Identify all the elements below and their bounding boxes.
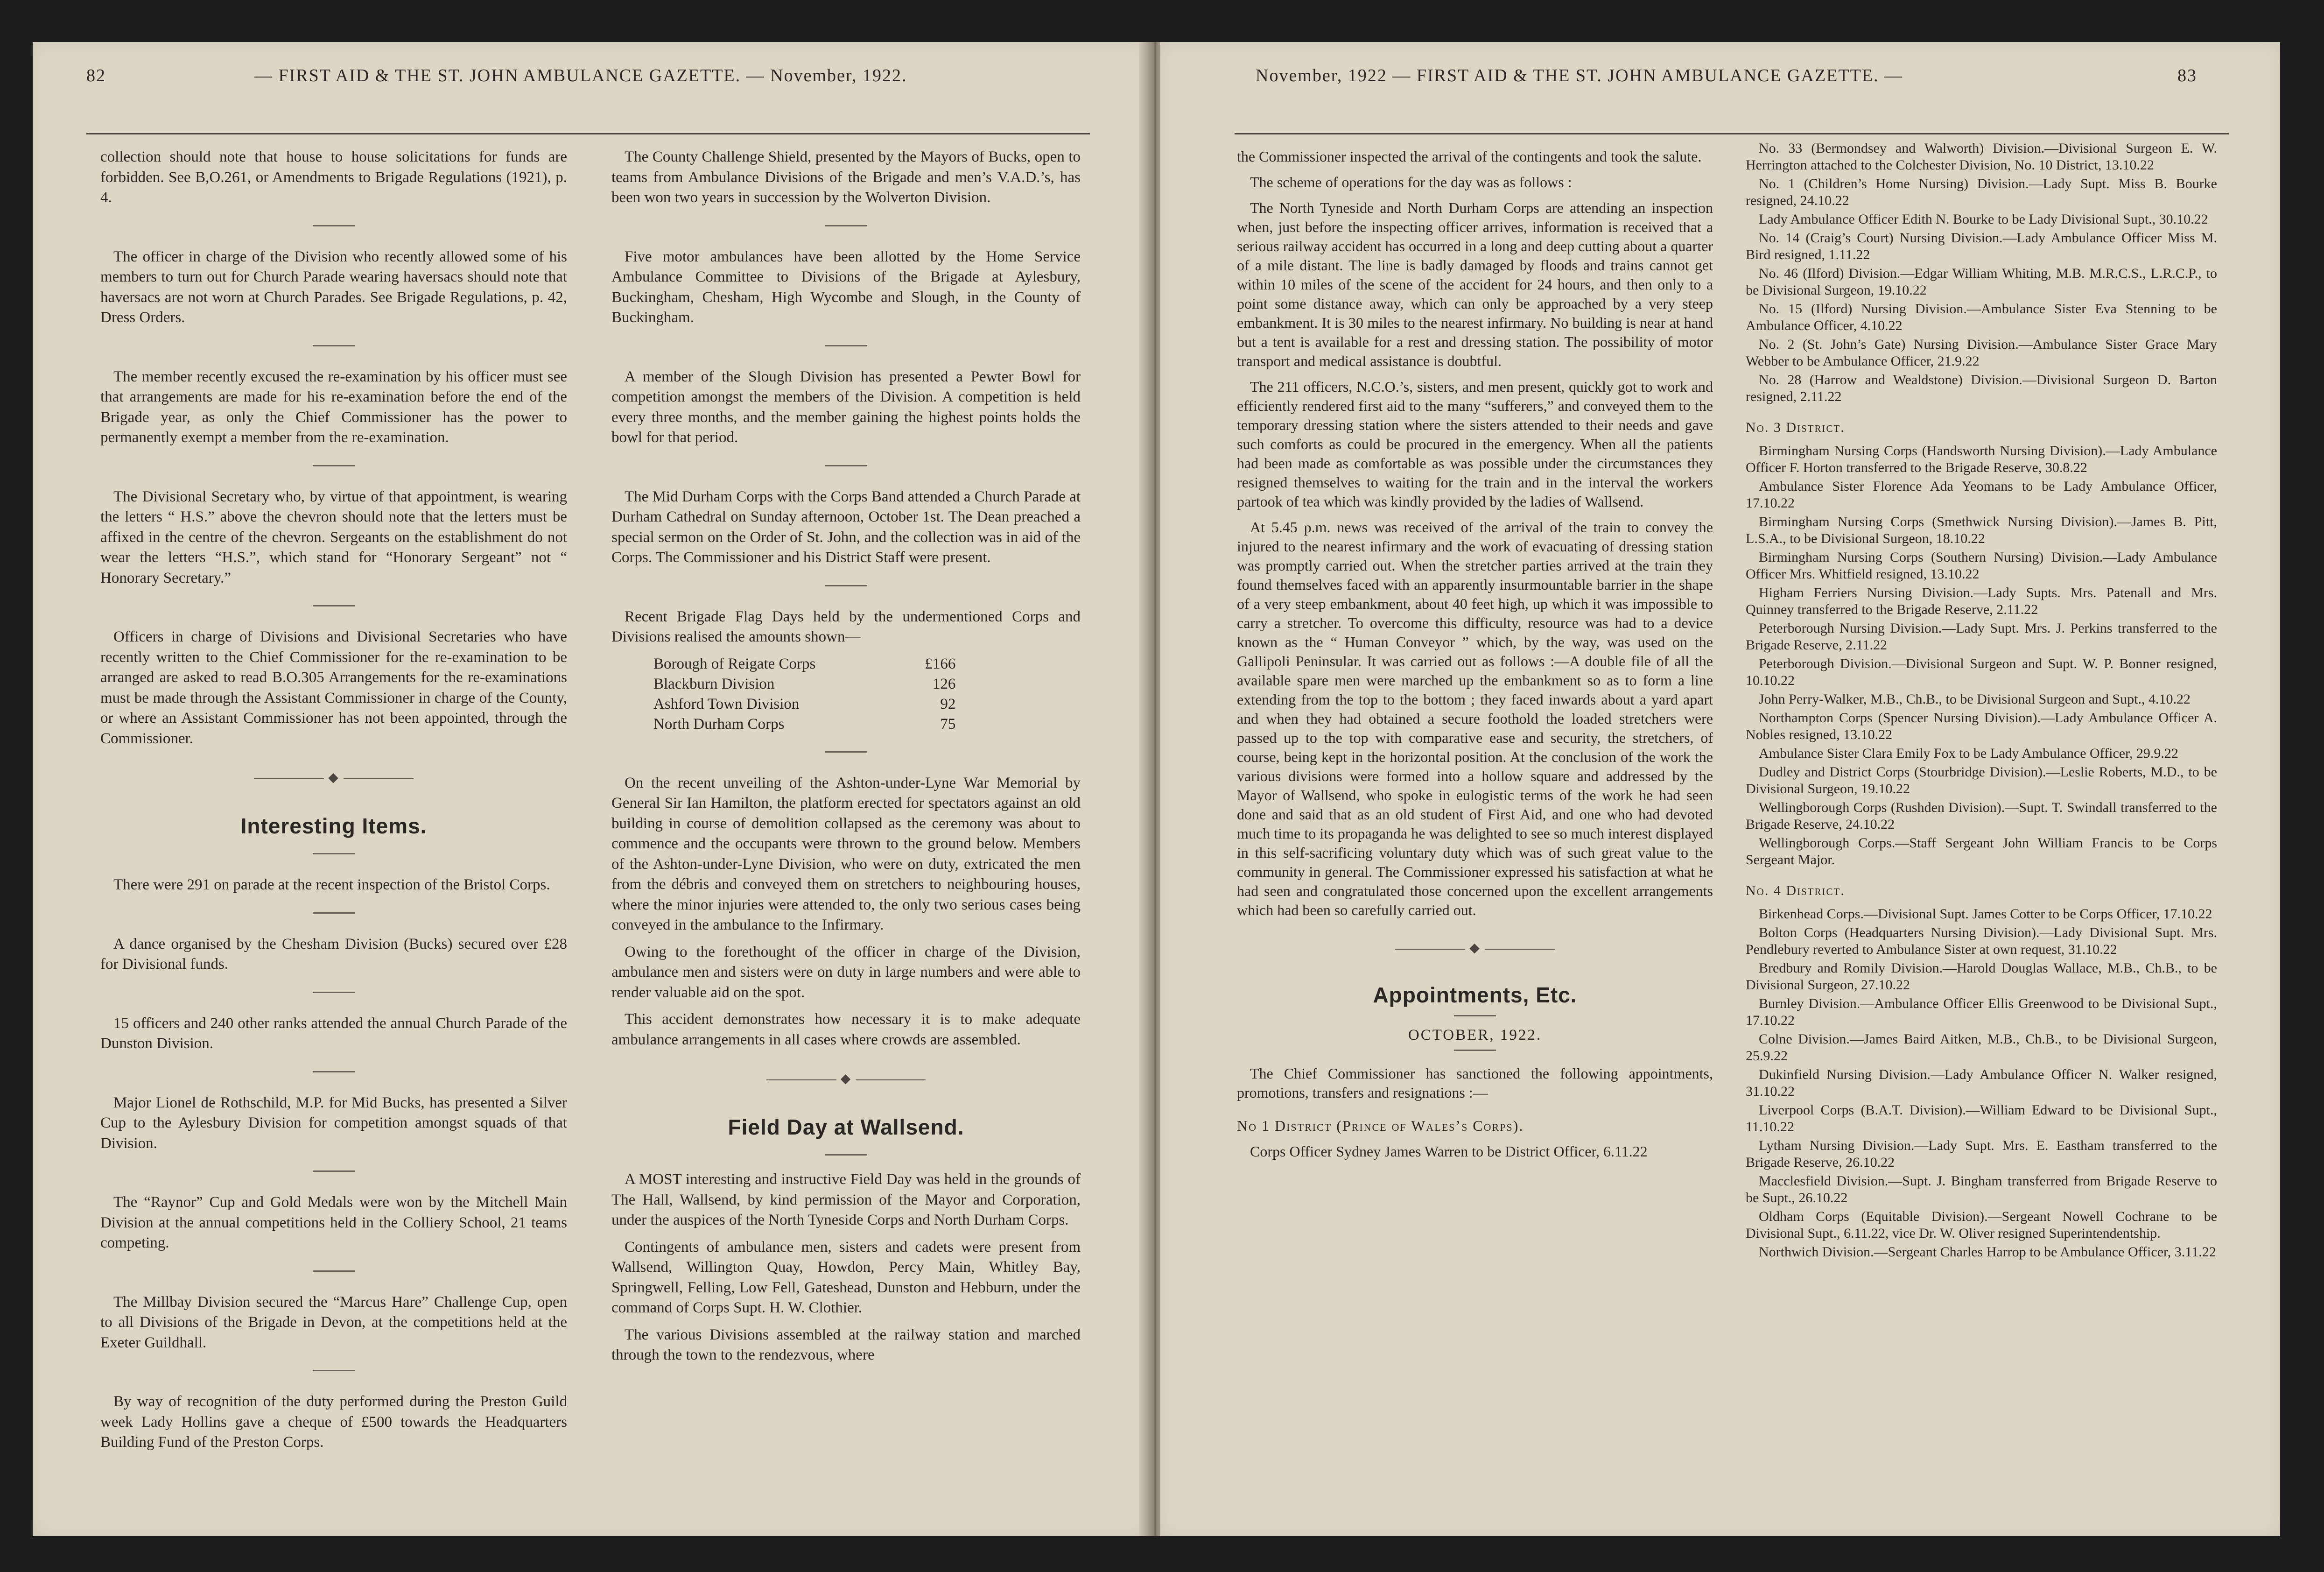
divider — [313, 605, 355, 606]
corps-name: Blackburn Division — [653, 675, 775, 692]
item: The Millbay Division secured the “Marcus Hare” Challenge Cup, open to all Divisions of the Brigade in Devon, at the competitions held at the Exeter Guildhall. — [100, 1293, 567, 1351]
divider — [825, 225, 867, 226]
amount: 126 — [932, 675, 956, 692]
left-column-2 — [611, 147, 1081, 1372]
paragraph: The officer in charge of the Division who recently allowed some of his members to turn out for Church Parade wearing haversacs should note that haversacs are not worn at Church Parades. See Brigade Regulations, p. 42, Dress Orders. — [100, 248, 567, 326]
left-running-head: — FIRST AID & THE ST. JOHN AMBULANCE GAZETTE. — November, 1922. — [254, 66, 907, 85]
list-item: Birmingham Nursing Corps (Southern Nursing) Division.—Lady Ambulance Officer Mrs. Whitfield resigned, 13.10.22 — [1746, 550, 2217, 582]
divider — [313, 345, 355, 346]
table-row — [653, 654, 955, 674]
ornamental-divider: ◆ — [100, 768, 567, 788]
item: The “Raynor” Cup and Gold Medals were won by the Mitchell Main Division at the annual competitions held in the Colliery School, 21 teams competing. — [100, 1194, 567, 1251]
left-column-1 — [100, 147, 567, 1459]
paragraph: A member of the Slough Division has presented a Pewter Bowl for competition amongst the members of the Division. A competition is held every three months, and the member gaining the highest points holds the bowl for that period. — [611, 368, 1081, 446]
table-row — [653, 694, 955, 714]
amount: 75 — [940, 715, 956, 733]
list-item: Lady Ambulance Officer Edith N. Bourke to be Lady Divisional Supt., 30.10.22 — [1759, 211, 2208, 227]
list-item: Oldham Corps (Equitable Division).—Sergeant Nowell Cochrane to be Divisional Supt., 6.11.22, vice Dr. W. Oliver resigned Superintendentship. — [1746, 1209, 2217, 1241]
table-row — [653, 674, 955, 694]
paragraph: The Divisional Secretary who, by virtue of that appointment, is wearing the letters “ H.S.” above the chevron should note that the letters must be affixed in the centre of the chevron. Sergeants on the establishment do not wear the letters “H.S.”, which stand for “Honorary Sergeant” not “ Honorary Secretary.” — [100, 488, 567, 586]
list-item: Ambulance Sister Clara Emily Fox to be Lady Ambulance Officer, 29.9.22 — [1759, 746, 2178, 761]
right-page-number: 83 — [2177, 66, 2197, 85]
divider — [313, 1270, 355, 1272]
list-item: Ambulance Sister Florence Ada Yeomans to be Lady Ambulance Officer, 17.10.22 — [1746, 479, 2217, 511]
item: By way of recognition of the duty performed during the Preston Guild week Lady Hollins gave a cheque of £500 towards the Headquarters Building Fund of the Preston Corps. — [100, 1393, 567, 1451]
item: Major Lionel de Rothschild, M.P. for Mid Bucks, has presented a Silver Cup to the Aylesbury Division for competition amongst squads of that Division. — [100, 1094, 567, 1152]
list-item: No. 14 (Craig’s Court) Nursing Division.—Lady Ambulance Officer Miss M. Bird resigned, 1.11.22 — [1746, 230, 2217, 262]
paragraph: At 5.45 p.m. news was received of the arrival of the train to convey the injured to the nearest infirmary and the work of evacuating of dressing station was promptly carried out. When the stretcher parties arrived at the train they found themselves faced with an apparently insurmountable barrier in the shape of a very steep embankment, about 40 feet high, up which it was impossible to carry a stretcher. To overcome this difficulty, resource was had to a device known as the “ Human Conveyor ” which, by the way, was used on the Gallipoli Peninsular. It was carried out as follows :—A double file of all the available spare men were marched up the embankment so as to form a line extending from the top to the bottom ; they faced inwards about a yard apart and when they had obtained a secure foothold the loaded stretchers were passed up to the top with comparative ease and security, the stretchers, of course, being kept in the horizontal position. At the conclusion of the work the various divisions were formed into a hollow square and addressed by the Mayor of Wallsend, who spoke in eulogistic terms of the work he had seen done and said that as an old student of First Aid, and one who had devoted much time to its propaganda he was delighted to see so much interest displayed in this self-sacrificing voluntary duty which was of such great value to the community in general. The Commissioner expressed his satisfaction at what he had seen and congratulated those concerned upon the excellent arrangements which had been so carefully carried out. — [1237, 519, 1713, 918]
flag-days-table — [653, 654, 955, 734]
item: A dance organised by the Chesham Division (Bucks) secured over £28 for Divisional funds. — [100, 935, 567, 973]
section-heading: Appointments, Etc. — [1373, 983, 1577, 1007]
amount: 92 — [940, 695, 956, 712]
list-item: Bredbury and Romily Division.—Harold Douglas Wallace, M.B., Ch.B., to be Divisional Surgeon, 27.10.22 — [1746, 960, 2217, 993]
left-header-rule — [86, 133, 1090, 134]
table-row — [653, 714, 955, 734]
district-heading: No. 3 District. — [1746, 420, 1845, 435]
paragraph: Officers in charge of Divisions and Divisional Secretaries who have recently written to the Chief Commissioner for the re-examination to be arranged are asked to read B.O.305 Arrangements for the re-examinations must be made through the Assistant Commissioner in charge of the County, or where an Assistant Commissioner has not been appointed, through the Commissioner. — [100, 628, 567, 747]
paragraph: The Chief Commissioner has sanctioned the following appointments, promotions, transfers and resignations :— — [1237, 1065, 1713, 1101]
section-heading: Field Day at Wallsend. — [728, 1114, 964, 1139]
list-item: Dudley and District Corps (Stourbridge Division).—Leslie Roberts, M.D., to be Divisional Surgeon, 19.10.22 — [1746, 764, 2217, 797]
paragraph: Contingents of ambulance men, sisters and cadets were present from Wallsend, Willington Quay, Howdon, Percy Main, Whitley Bay, Springwell, Felling, Low Fell, Gateshead, Dunston and Hebburn, under the command of Corps Supt. H. W. Clothier. — [611, 1238, 1081, 1316]
list-item: Higham Ferriers Nursing Division.—Lady Supts. Mrs. Patenall and Mrs. Quinney transferred to the Brigade Reserve, 2.11.22 — [1746, 585, 2217, 617]
list-item: No. 28 (Harrow and Wealdstone) Division.—Divisional Surgeon D. Barton resigned, 2.11.22 — [1746, 372, 2217, 404]
paragraph: collection should note that house to house solicitations for funds are forbidden. See B,O.261, or Amendments to Brigade Regulations (1921), p. 4. — [100, 148, 567, 206]
paragraph: The scheme of operations for the day was as follows : — [1250, 174, 1572, 190]
paragraph: A MOST interesting and instructive Field Day was held in the grounds of The Hall, Wallsend, by kind permission of the Mayor and Corporation, under the auspices of the North Tyneside Corps and North Durham Corps. — [611, 1171, 1081, 1228]
list-item: Lytham Nursing Division.—Lady Supt. Mrs. E. Eastham transferred to the Brigade Reserve, 26.10.22 — [1746, 1138, 2217, 1170]
district-heading: No 1 District (Prince of Wales’s Corps). — [1237, 1117, 1524, 1134]
right-column-2 — [1746, 140, 2217, 1262]
section-heading: Interesting Items. — [240, 813, 427, 838]
divider — [825, 585, 867, 586]
divider — [825, 345, 867, 346]
item: 15 officers and 240 other ranks attended the annual Church Parade of the Dunston Division. — [100, 1015, 567, 1052]
list-item: Northampton Corps (Spencer Nursing Division).—Lady Ambulance Officer A. Nobles resigned, 13.10.22 — [1746, 710, 2217, 742]
list-item: Northwich Division.—Sergeant Charles Harrop to be Ambulance Officer, 3.11.22 — [1759, 1244, 2216, 1260]
corps-name: Borough of Reigate Corps — [653, 655, 816, 672]
paragraph: The 211 officers, N.C.O.’s, sisters, and men present, quickly got to work and efficiently rendered first aid to the many “sufferers,” and conveyed them to the temporary dressing station where the sisters attended to their needs and gave such comforts as could be procured in the emergency. When all the patients had been made as comfortable as was possible under the circumstances they resigned themselves to waiting for the train and in the interval the workers partook of tea which was kindly provided by the ladies of Wallsend. — [1237, 378, 1713, 510]
district-heading: No. 4 District. — [1746, 883, 1845, 898]
right-header-rule — [1235, 133, 2229, 134]
right-column-1 — [1237, 147, 1713, 1168]
divider — [313, 853, 355, 854]
paragraph: The member recently excused the re-examination by his officer must see that arrangements are made for his re-examination before the end of the Brigade year, as only the Chief Commissioner has the power to permanently exempt a member from the re-examination. — [100, 368, 567, 446]
list-item: Bolton Corps (Headquarters Nursing Division).—Lady Divisional Supt. Mrs. Pendlebury reverted to Ambulance Sister at own request, 31.10.22 — [1746, 925, 2217, 957]
paragraph: Five motor ambulances have been allotted by the Home Service Ambulance Committee to Divisions of the Brigade at Aylesbury, Buckingham, Chesham, High Wycombe and Slough, in the County of Buckingham. — [611, 248, 1081, 326]
month-subheading: OCTOBER, 1922. — [1408, 1027, 1542, 1043]
divider — [1454, 1015, 1496, 1016]
ornamental-divider: ◆ — [611, 1069, 1081, 1089]
amount: £166 — [925, 655, 956, 672]
list-item: Macclesfield Division.—Supt. J. Bingham transferred from Brigade Reserve to be Supt., 26.10.22 — [1746, 1173, 2217, 1205]
divider — [825, 751, 867, 753]
paragraph: The North Tyneside and North Durham Corps are attending an inspection when, just before the inspecting officer arrives, information is received that a serious railway accident has occurred in a long and deep cutting about a quarter of a mile distant. The line is badly damaged by floods and trains cannot get within 10 miles of the scene of the accident for 24 hours, and then only to a point some distance away, which can only be approached by a very steep embankment. It is 30 miles to the nearest infirmary. No building is near at hand but a tent is available for a rest and dressing station. The possibility of motor transport and medical assistance is doubtful. — [1237, 199, 1713, 369]
list-item: Dukinfield Nursing Division.—Lady Ambulance Officer N. Walker resigned, 31.10.22 — [1746, 1067, 2217, 1099]
list-item: Birmingham Nursing Corps (Smethwick Nursing Division).—James B. Pitt, L.S.A., to be Divisional Surgeon, 18.10.22 — [1746, 514, 2217, 546]
paragraph: Owing to the forethought of the officer in charge of the Division, ambulance men and sisters were on duty in large numbers and were able to render valuable aid on the spot. — [611, 943, 1081, 1001]
corps-name: Ashford Town Division — [653, 695, 800, 712]
item: There were 291 on parade at the recent inspection of the Bristol Corps. — [113, 876, 550, 893]
list-item: No. 2 (St. John’s Gate) Nursing Division.—Ambulance Sister Grace Mary Webber to be Ambulance Officer, 21.9.22 — [1746, 337, 2217, 369]
paragraph: the Commissioner inspected the arrival of the contingents and took the salute. — [1237, 148, 1702, 165]
paragraph: The Mid Durham Corps with the Corps Band attended a Church Parade at Durham Cathedral on Sunday afternoon, October 1st. The Dean preached a special sermon on the Order of St. John, and the collection was in aid of the Corps. The Commissioner and his District Staff were present. — [611, 488, 1081, 566]
right-running-head: November, 1922 — FIRST AID & THE ST. JOHN AMBULANCE GAZETTE. — — [1256, 66, 1903, 85]
list-item: Wellingborough Corps.—Staff Sergeant John William Francis to be Corps Sergeant Major. — [1746, 835, 2217, 867]
divider — [313, 992, 355, 993]
list-item: Peterborough Division.—Divisional Surgeon and Supt. W. P. Bonner resigned, 10.10.22 — [1746, 656, 2217, 688]
divider — [825, 465, 867, 466]
left-page-number: 82 — [86, 66, 106, 85]
list-item: No. 15 (Ilford) Nursing Division.—Ambulance Sister Eva Stenning to be Ambulance Officer, 4.10.22 — [1746, 301, 2217, 333]
paragraph: The various Divisions assembled at the railway station and marched through the town to the rendezvous, where — [611, 1326, 1081, 1363]
list-item: Colne Division.—James Baird Aitken, M.B., Ch.B., to be Divisional Surgeon, 25.9.22 — [1746, 1031, 2217, 1064]
ornamental-divider: ◆ — [1237, 938, 1713, 958]
list-item: Burnley Division.—Ambulance Officer Ellis Greenwood to be Divisional Supt., 17.10.22 — [1746, 996, 2217, 1028]
paragraph: This accident demonstrates how necessary it is to make adequate ambulance arrangements in all cases where crowds are assembled. — [611, 1011, 1081, 1048]
divider — [313, 1071, 355, 1072]
list-item: No. 33 (Bermondsey and Walworth) Division.—Divisional Surgeon E. W. Herrington attached to the Colchester Division, No. 10 District, 13.10.22 — [1746, 141, 2217, 173]
list-item: Liverpool Corps (B.A.T. Division).—William Edward to be Divisional Supt., 11.10.22 — [1746, 1102, 2217, 1135]
list-item: Birkenhead Corps.—Divisional Supt. James Cotter to be Corps Officer, 17.10.22 — [1759, 906, 2212, 922]
divider — [313, 1370, 355, 1371]
list-item: No. 1 (Children’s Home Nursing) Division.—Lady Supt. Miss B. Bourke resigned, 24.10.22 — [1746, 176, 2217, 208]
list-item: Wellingborough Corps (Rushden Division).—Supt. T. Swindall transferred to the Brigade Reserve, 24.10.22 — [1746, 800, 2217, 832]
divider — [1454, 1050, 1496, 1051]
divider — [313, 225, 355, 226]
list-item: Peterborough Nursing Division.—Lady Supt. Mrs. J. Perkins transferred to the Brigade Reserve, 2.11.22 — [1746, 620, 2217, 653]
list-item: Birmingham Nursing Corps (Handsworth Nursing Division).—Lady Ambulance Officer F. Horton transferred to the Brigade Reserve, 30.8.22 — [1746, 443, 2217, 475]
paragraph: On the recent unveiling of the Ashton-under-Lyne War Memorial by General Sir Ian Hamilton, the platform erected for spectators against an old building in course of demolition collapsed as the ceremony was about to commence and the occupants were thrown to the ground below. Members of the Ashton-under-Lyne Division, who were on duty, extricated the men from the débris and conveyed them on stretchers to neighbouring houses, where the minor injuries were attended to, the only two serious cases being conveyed in the ambulance to the Infirmary. — [611, 774, 1081, 933]
list-item: No. 46 (Ilford) Division.—Edgar William Whiting, M.B. M.R.C.S., L.R.C.P., to be Divisional Surgeon, 19.10.22 — [1746, 266, 2217, 298]
divider — [313, 912, 355, 914]
paragraph: Recent Brigade Flag Days held by the undermentioned Corps and Divisions realised the amounts shown— — [611, 608, 1081, 645]
divider — [313, 1170, 355, 1172]
divider — [313, 465, 355, 466]
divider — [825, 1154, 867, 1156]
list-item: Corps Officer Sydney James Warren to be District Officer, 6.11.22 — [1250, 1143, 1648, 1160]
paragraph: The County Challenge Shield, presented by the Mayors of Bucks, open to teams from Ambulance Divisions of the Brigade and men’s V.A.D.’s, has been won two years in succession by the Wolverton Division. — [611, 148, 1081, 206]
corps-name: North Durham Corps — [653, 715, 785, 733]
list-item: John Perry-Walker, M.B., Ch.B., to be Divisional Surgeon and Supt., 4.10.22 — [1759, 691, 2191, 707]
